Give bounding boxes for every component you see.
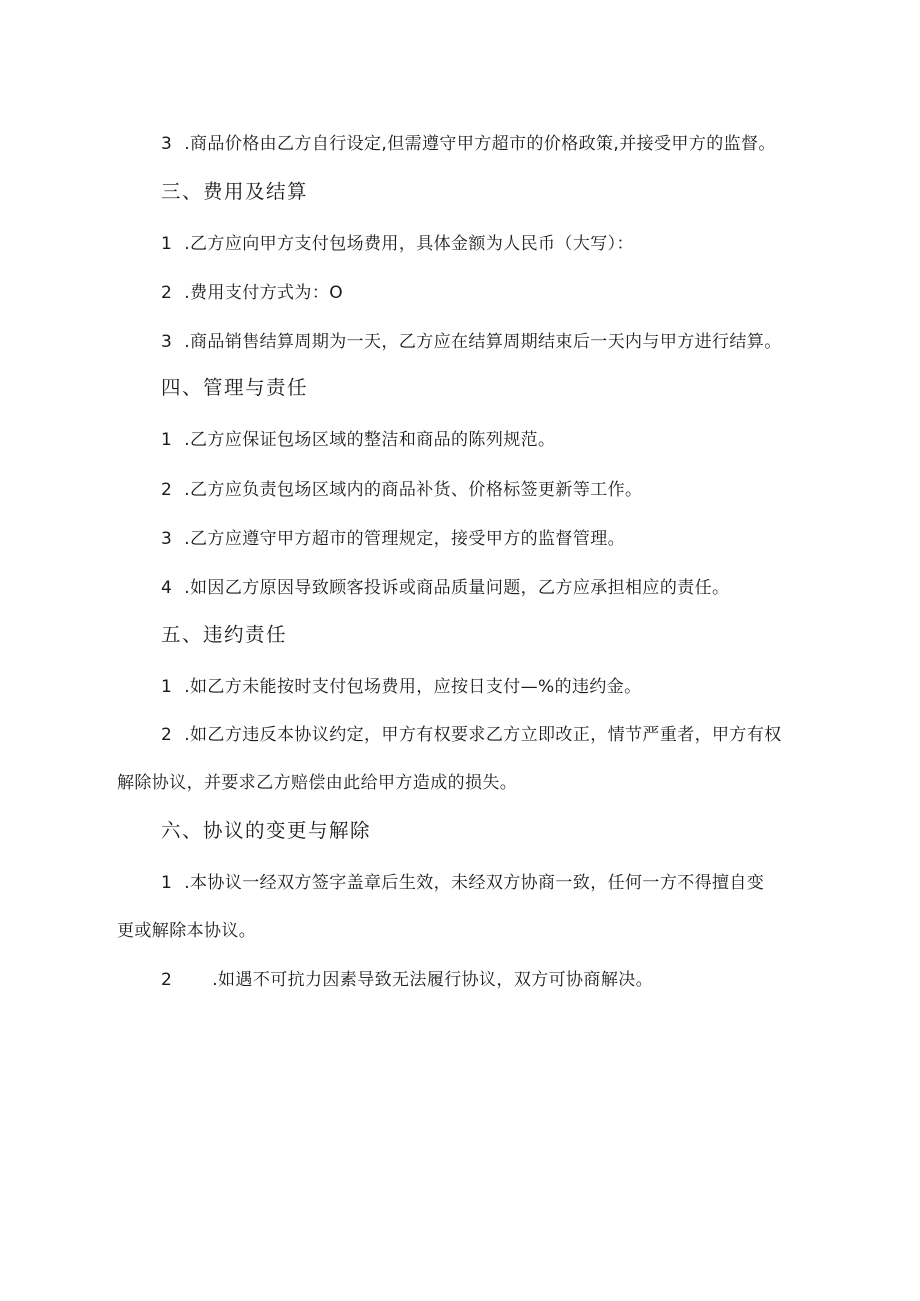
clause-2-3: 3 .商品价格由乙方自行设定,但需遵守甲方超市的价格政策,并接受甲方的监督。 [161, 134, 776, 154]
clause-6-2: 2 .如遇不可抗力因素导致无法履行协议，双方可协商解决。 [161, 970, 654, 990]
section-heading-5: 五、违约责任 [161, 623, 288, 646]
clause-5-2-continuation: 解除协议，并要求乙方赔偿由此给甲方造成的损失。 [117, 773, 518, 793]
clause-4-3: 3 .乙方应遵守甲方超市的管理规定，接受甲方的监督管理。 [161, 529, 626, 549]
clause-6-1-continuation: 更或解除本协议。 [117, 921, 257, 941]
clause-6-1: 1 .本协议一经双方签字盖章后生效，未经双方协商一致，任何一方不得擅自变 [161, 873, 765, 893]
clause-5-1: 1 .如乙方未能按时支付包场费用，应按日支付—%的违约金。 [161, 677, 642, 697]
clause-4-4: 4 .如因乙方原因导致顾客投诉或商品质量问题，乙方应承担相应的责任。 [161, 578, 730, 598]
clause-3-1: 1 .乙方应向甲方支付包场费用，具体金额为人民币（大写）： [161, 234, 634, 254]
clause-3-3: 3 .商品销售结算周期为一天，乙方应在结算周期结束后一天内与甲方进行结算。 [161, 332, 782, 352]
section-heading-3: 三、费用及结算 [161, 180, 309, 203]
clause-4-1: 1 .乙方应保证包场区域的整洁和商品的陈列规范。 [161, 430, 556, 450]
clause-3-2: 2 .费用支付方式为：O [161, 283, 344, 303]
section-heading-6: 六、协议的变更与解除 [161, 819, 372, 842]
clause-4-2: 2 .乙方应负责包场区域内的商品补货、价格标签更新等工作。 [161, 480, 643, 500]
clause-5-2: 2 .如乙方违反本协议约定，甲方有权要求乙方立即改正，情节严重者，甲方有权 [161, 725, 782, 745]
section-heading-4: 四、管理与责任 [161, 376, 309, 399]
